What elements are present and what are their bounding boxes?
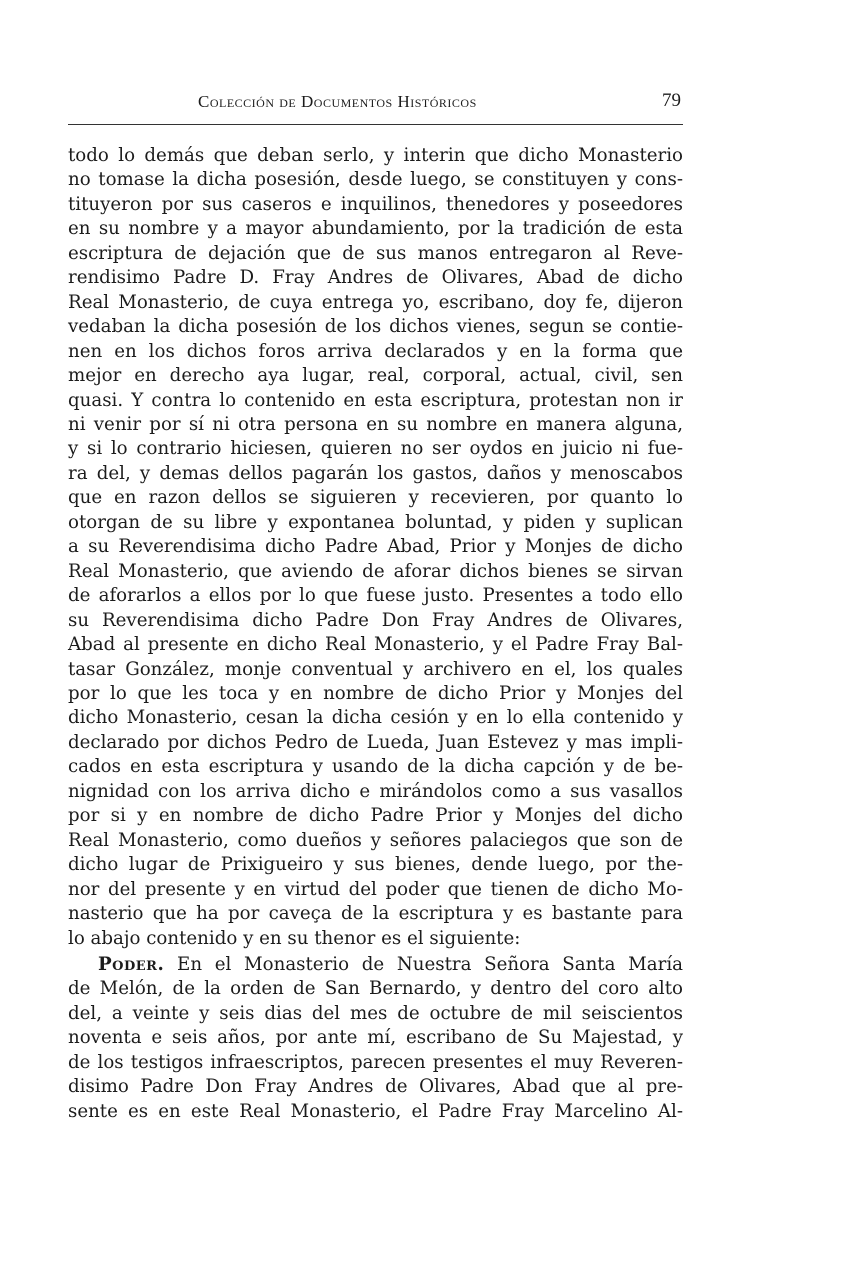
text-line: por si y en nombre de dicho Padre Prior y Monjes del dicho — [68, 805, 683, 827]
text-line: nen en los dichos foros arriva declarados y en la forma que — [68, 340, 683, 362]
text-line: no tomase la dicha posesión, desde luego, se constituyen y cons- — [68, 169, 683, 191]
text-line: declarado por dichos Pedro de Lueda, Juan Estevez y mas impli- — [68, 731, 683, 753]
section-heading: Poder. — [98, 953, 165, 975]
text-line: rendisimo Padre D. Fray Andres de Olivares, Abad de dicho — [68, 267, 683, 289]
text-line: Real Monasterio, de cuya entrega yo, escribano, doy fe, dijeron — [68, 291, 683, 313]
text-line: noventa e seis años, por ante mí, escribano de Su Majestad, y — [68, 1027, 683, 1049]
text-line: ra del, y demas dellos pagarán los gastos, daños y menoscabos — [68, 462, 683, 484]
text-line: su Reverendisima dicho Padre Don Fray Andres de Olivares, — [68, 609, 683, 631]
paragraph — [68, 953, 683, 1124]
text-line: otorgan de su libre y expontanea boluntad, y piden y suplican — [68, 511, 683, 533]
text-line: todo lo demás que deban serlo, y interin que dicho Monasterio — [68, 145, 683, 166]
text-line: dicho Monasterio, cesan la dicha cesión y en lo ella contenido y — [68, 707, 683, 729]
text-line: Abad al presente en dicho Real Monasterio, y el Padre Fray Bal- — [68, 634, 683, 656]
text-line: tituyeron por sus caseros e inquilinos, thenedores y poseedores — [68, 193, 683, 215]
body-text — [68, 144, 683, 1124]
page-number: 79 — [662, 90, 681, 111]
text-line: quasi. Y contra lo contenido en esta escriptura, protestan non ir — [68, 389, 683, 411]
running-title: Colección de Documentos Históricos — [198, 92, 477, 111]
text-line: escriptura de dejación que de sus manos entregaron al Reve- — [68, 242, 683, 264]
text-line: por lo que les toca y en nombre de dicho Prior y Monjes del — [68, 682, 683, 704]
text-line: a su Reverendisima dicho Padre Abad, Prior y Monjes de dicho — [68, 536, 683, 558]
text-line: Real Monasterio, como dueños y señores palaciegos que son de — [68, 829, 683, 851]
text-line — [68, 953, 683, 977]
text-line: ni venir por sí ni otra persona en su nombre en manera alguna, — [68, 413, 683, 435]
text-line: disimo Padre Don Fray Andres de Olivares, Abad que al pre- — [68, 1076, 683, 1098]
text-span: En el Monasterio de Nuestra Señora Santa María — [177, 953, 683, 975]
text-line: en su nombre y a mayor abundamiento, por la tradición de esta — [68, 218, 683, 240]
text-line: y si lo contrario hiciesen, quieren no ser oydos en juicio ni fue- — [68, 438, 683, 460]
text-line: nor del presente y en virtud del poder que tienen de dicho Mo- — [68, 878, 683, 900]
text-line: de Melón, de la orden de San Bernardo, y dentro del coro alto — [68, 978, 683, 1000]
text-line: de aforarlos a ellos por lo que fuese justo. Presentes a todo ello — [68, 585, 683, 607]
text-line: tasar González, monje conventual y archivero en el, los quales — [68, 658, 683, 680]
page-header — [68, 88, 683, 125]
text-line: lo abajo contenido y en su thenor es el siguiente: — [68, 927, 521, 949]
text-line: que en razon dellos se siguieren y recevieren, por quanto lo — [68, 487, 683, 509]
text-line: de los testigos infraescriptos, parecen presentes el muy Reveren- — [68, 1051, 683, 1073]
paragraph — [68, 144, 683, 951]
text-line: sente es en este Real Monasterio, el Padre Fray Marcelino Al- — [68, 1100, 683, 1122]
text-line: mejor en derecho aya lugar, real, corporal, actual, civil, sen — [68, 365, 683, 387]
text-line: nignidad con los arriva dicho e mirándolos como a sus vasallos — [68, 780, 683, 802]
text-line: nasterio que ha por caveça de la escriptura y es bastante para — [68, 903, 683, 925]
text-line: dicho lugar de Prixigueiro y sus bienes, dende luego, por the- — [68, 854, 683, 876]
text-line: vedaban la dicha posesión de los dichos vienes, segun se contie- — [68, 316, 683, 338]
text-line: cados en esta escriptura y usando de la dicha capción y de be- — [68, 756, 683, 778]
text-line: del, a veinte y seis dias del mes de octubre de mil seiscientos — [68, 1002, 683, 1024]
text-line: Real Monasterio, que aviendo de aforar dichos bienes se sirvan — [68, 560, 683, 582]
